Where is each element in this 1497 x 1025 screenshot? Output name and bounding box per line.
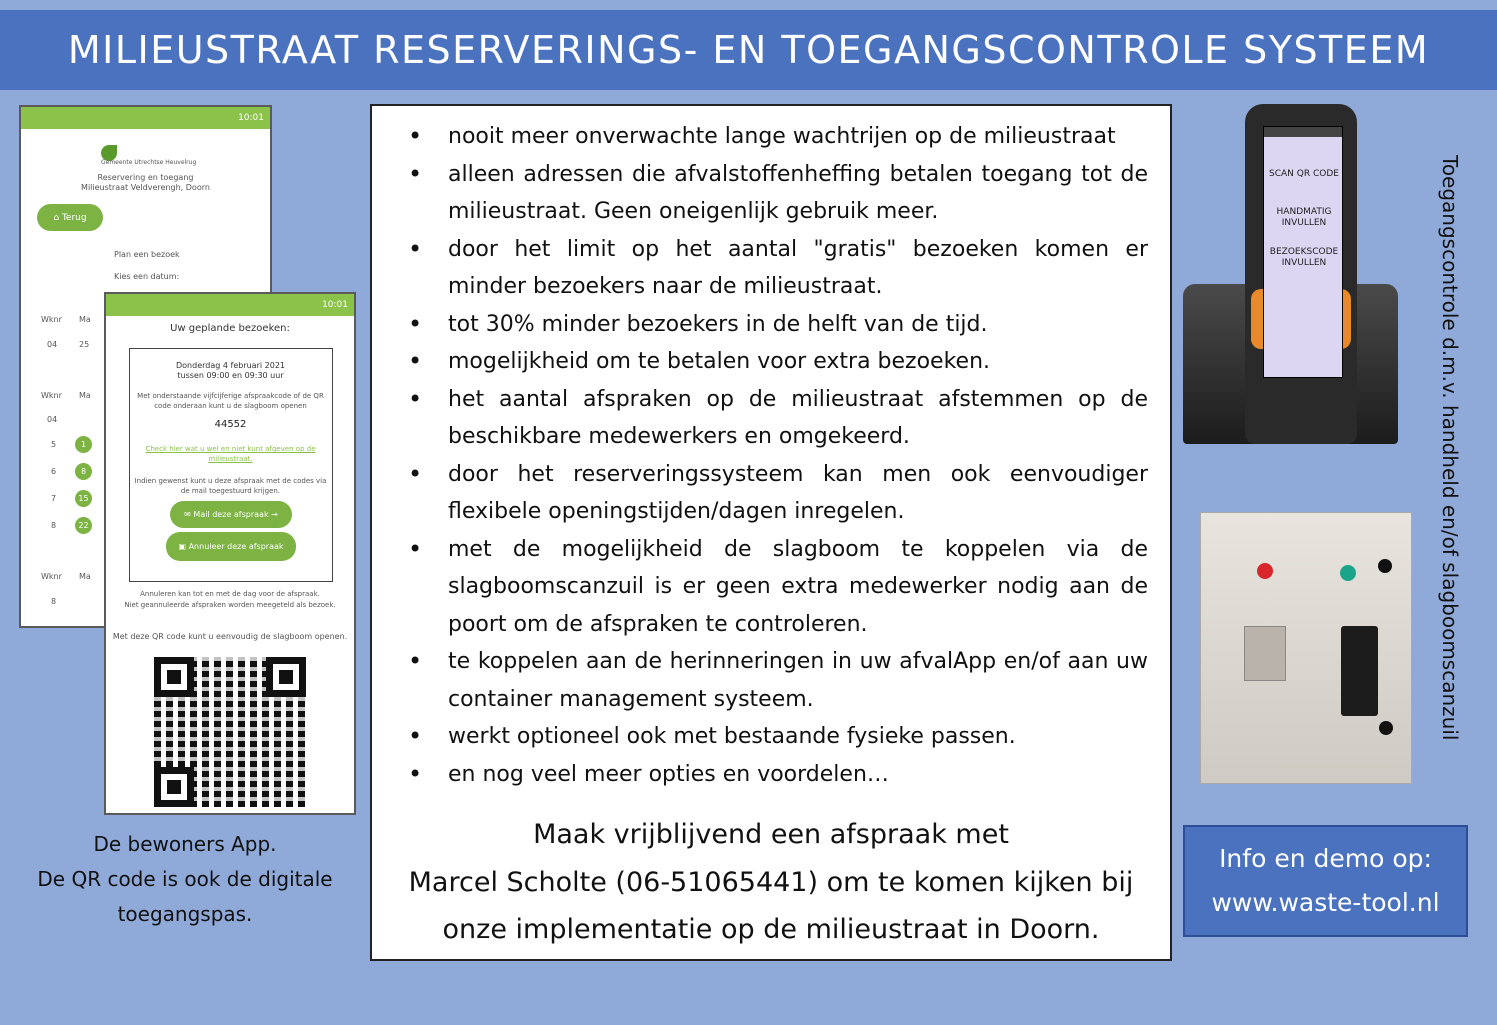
pin-keypad-icon: [1244, 626, 1286, 681]
col-day-header: Ma: [79, 315, 91, 324]
appointment-date: Donderdag 4 februari 2021: [176, 361, 285, 370]
status-bar: [106, 294, 354, 316]
arrow-right-icon: →: [268, 510, 278, 519]
list-item: • nooit meer onverwachte lange wachtrijen op de milieustraat: [404, 118, 1148, 156]
home-icon: ⌂: [53, 212, 62, 223]
qr-reader-icon: [1341, 626, 1378, 716]
list-item: • werkt optioneel ook met bestaande fysieke passen.: [404, 718, 1148, 756]
list-item: • te koppelen aan de herinneringen in uw afvalApp en/of aan uw container management systeem.: [404, 643, 1148, 718]
side-label: Toegangscontrole d.m.v. handheld en/of slagboomscanzuil: [1438, 155, 1462, 741]
cancel-info-2: Niet geannuleerde afspraken worden meegeteld als bezoek.: [124, 601, 336, 609]
table-row-week: 8: [51, 521, 57, 530]
choose-date-label: Kies een datum:: [114, 272, 180, 281]
page-title: MILIEUSTRAAT RESERVERINGS- EN TOEGANGSCONTROLE SYSTEEM: [0, 10, 1497, 90]
qr-finder: [154, 657, 194, 697]
col-week-header: Wknr: [41, 391, 62, 400]
qr-info: Met deze QR code kunt u eenvoudig de slagboom openen.: [112, 632, 348, 641]
table-row-week: 04: [47, 340, 58, 349]
website-link[interactable]: www.waste-tool.nl: [1211, 888, 1440, 917]
app-screenshot-appointment: [104, 292, 356, 815]
date-circle[interactable]: 22: [75, 517, 92, 534]
app-caption: De bewoners App. De QR code is ook de digitale toegangspas.: [37, 832, 333, 926]
scan-qr-button[interactable]: SCAN QR CODE: [1269, 169, 1339, 179]
col-day-header: Ma: [79, 572, 91, 581]
date-circle[interactable]: 1: [75, 436, 92, 453]
appointments-heading: Uw geplande bezoeken:: [170, 323, 290, 334]
status-time: 10:01: [238, 113, 264, 123]
appointment-card: [129, 348, 333, 582]
appointment-info: Met onderstaande vijfcijferige afspraakcode of de QR code onderaan kunt u de slagboom openen: [137, 392, 324, 410]
qr-finder: [266, 657, 306, 697]
table-row-week: 5: [51, 440, 57, 449]
visit-code-button[interactable]: BEZOEKSCODE INVULLEN: [1269, 247, 1339, 268]
table-row-week: 8: [51, 597, 57, 606]
app-subtitle-1: Reservering en toegang: [97, 173, 194, 182]
qr-finder: [154, 767, 194, 807]
back-button[interactable]: ⌂ Terug: [37, 204, 103, 231]
list-item: • alleen adressen die afvalstoffenheffing betalen toegang tot de milieustraat. Geen oneigenlijk gebruik meer.: [404, 156, 1148, 231]
list-item: • mogelijkheid om te betalen voor extra bezoeken.: [404, 343, 1148, 381]
cancel-info-1: Annuleren kan tot en met de dag voor de afspraak.: [140, 590, 320, 598]
status-time: 10:01: [322, 300, 348, 310]
table-row-week: 7: [51, 494, 57, 503]
date-circle[interactable]: 8: [75, 463, 92, 480]
list-item: • door het reserveringssysteem kan men ook eenvoudiger flexibele openingstijden/dagen inregelen.: [404, 456, 1148, 531]
table-row-week: 04: [47, 415, 58, 424]
list-item: • door het limit op het aantal "gratis" bezoeken komen er minder bezoekers naar de milieustraat.: [404, 231, 1148, 306]
list-item: • en nog veel meer opties en voordelen…: [404, 756, 1148, 794]
list-item: • met de mogelijkheid de slagboom te koppelen via de slagboomscanzuil is er geen extra medewerker nodig aan de poort om de afspraken te controleren.: [404, 531, 1148, 644]
app-subtitle-2: Milieustraat Veldverengh, Doorn: [81, 183, 210, 192]
calendar-icon: ▣: [178, 542, 189, 551]
button-icon: [1378, 559, 1392, 573]
col-week-header: Wknr: [41, 572, 62, 581]
red-led-icon: [1257, 563, 1273, 579]
mail-info: Indien gewenst kunt u deze afspraak met de codes via de mail toegestuurd krijgen.: [134, 477, 327, 495]
cancel-appointment-button[interactable]: ▣ Annuleer deze afspraak: [166, 532, 296, 561]
plan-visit-label: Plan een bezoek: [114, 250, 180, 259]
call-to-action: Maak vrijblijvend een afspraak met Marcel Scholte (06-51065441) om te komen kijken bij onze implementatie op de milieustraat in Doorn.: [408, 819, 1134, 945]
mail-appointment-button[interactable]: ✉ Mail deze afspraak →: [170, 501, 292, 528]
status-bar: [21, 107, 270, 129]
feature-list: [404, 118, 1148, 793]
waste-info-link[interactable]: Check hier wat u wel en niet kunt afgeven op de milieustraat.: [145, 445, 316, 463]
info-line: Info en demo op:: [1219, 844, 1432, 873]
table-row-day: 25: [79, 340, 90, 349]
handheld-scanner-photo: [1183, 104, 1398, 444]
info-box: [1183, 825, 1468, 937]
green-led-icon: [1340, 565, 1356, 581]
appointment-time: tussen 09:00 en 09:30 uur: [177, 371, 284, 380]
table-row-week: 6: [51, 467, 57, 476]
date-circle[interactable]: 15: [75, 490, 92, 507]
qr-code-icon: [154, 657, 306, 807]
handheld-screen: [1263, 126, 1343, 378]
appointment-code: 44552: [214, 419, 247, 430]
mail-icon: ✉: [184, 510, 194, 519]
features-box: [370, 104, 1172, 961]
org-name: Gemeente Utrechtse Heuvelrug: [101, 159, 197, 166]
barrier-scanner-photo: [1200, 512, 1412, 784]
manual-entry-button[interactable]: HANDMATIG INVULLEN: [1276, 207, 1332, 228]
list-item: • tot 30% minder bezoekers in de helft van de tijd.: [404, 306, 1148, 344]
list-item: • het aantal afspraken op de milieustraat afstemmen op de beschikbare medewerkers en omgekeerd.: [404, 381, 1148, 456]
button-icon: [1379, 721, 1393, 735]
col-day-header: Ma: [79, 391, 91, 400]
col-week-header: Wknr: [41, 315, 62, 324]
